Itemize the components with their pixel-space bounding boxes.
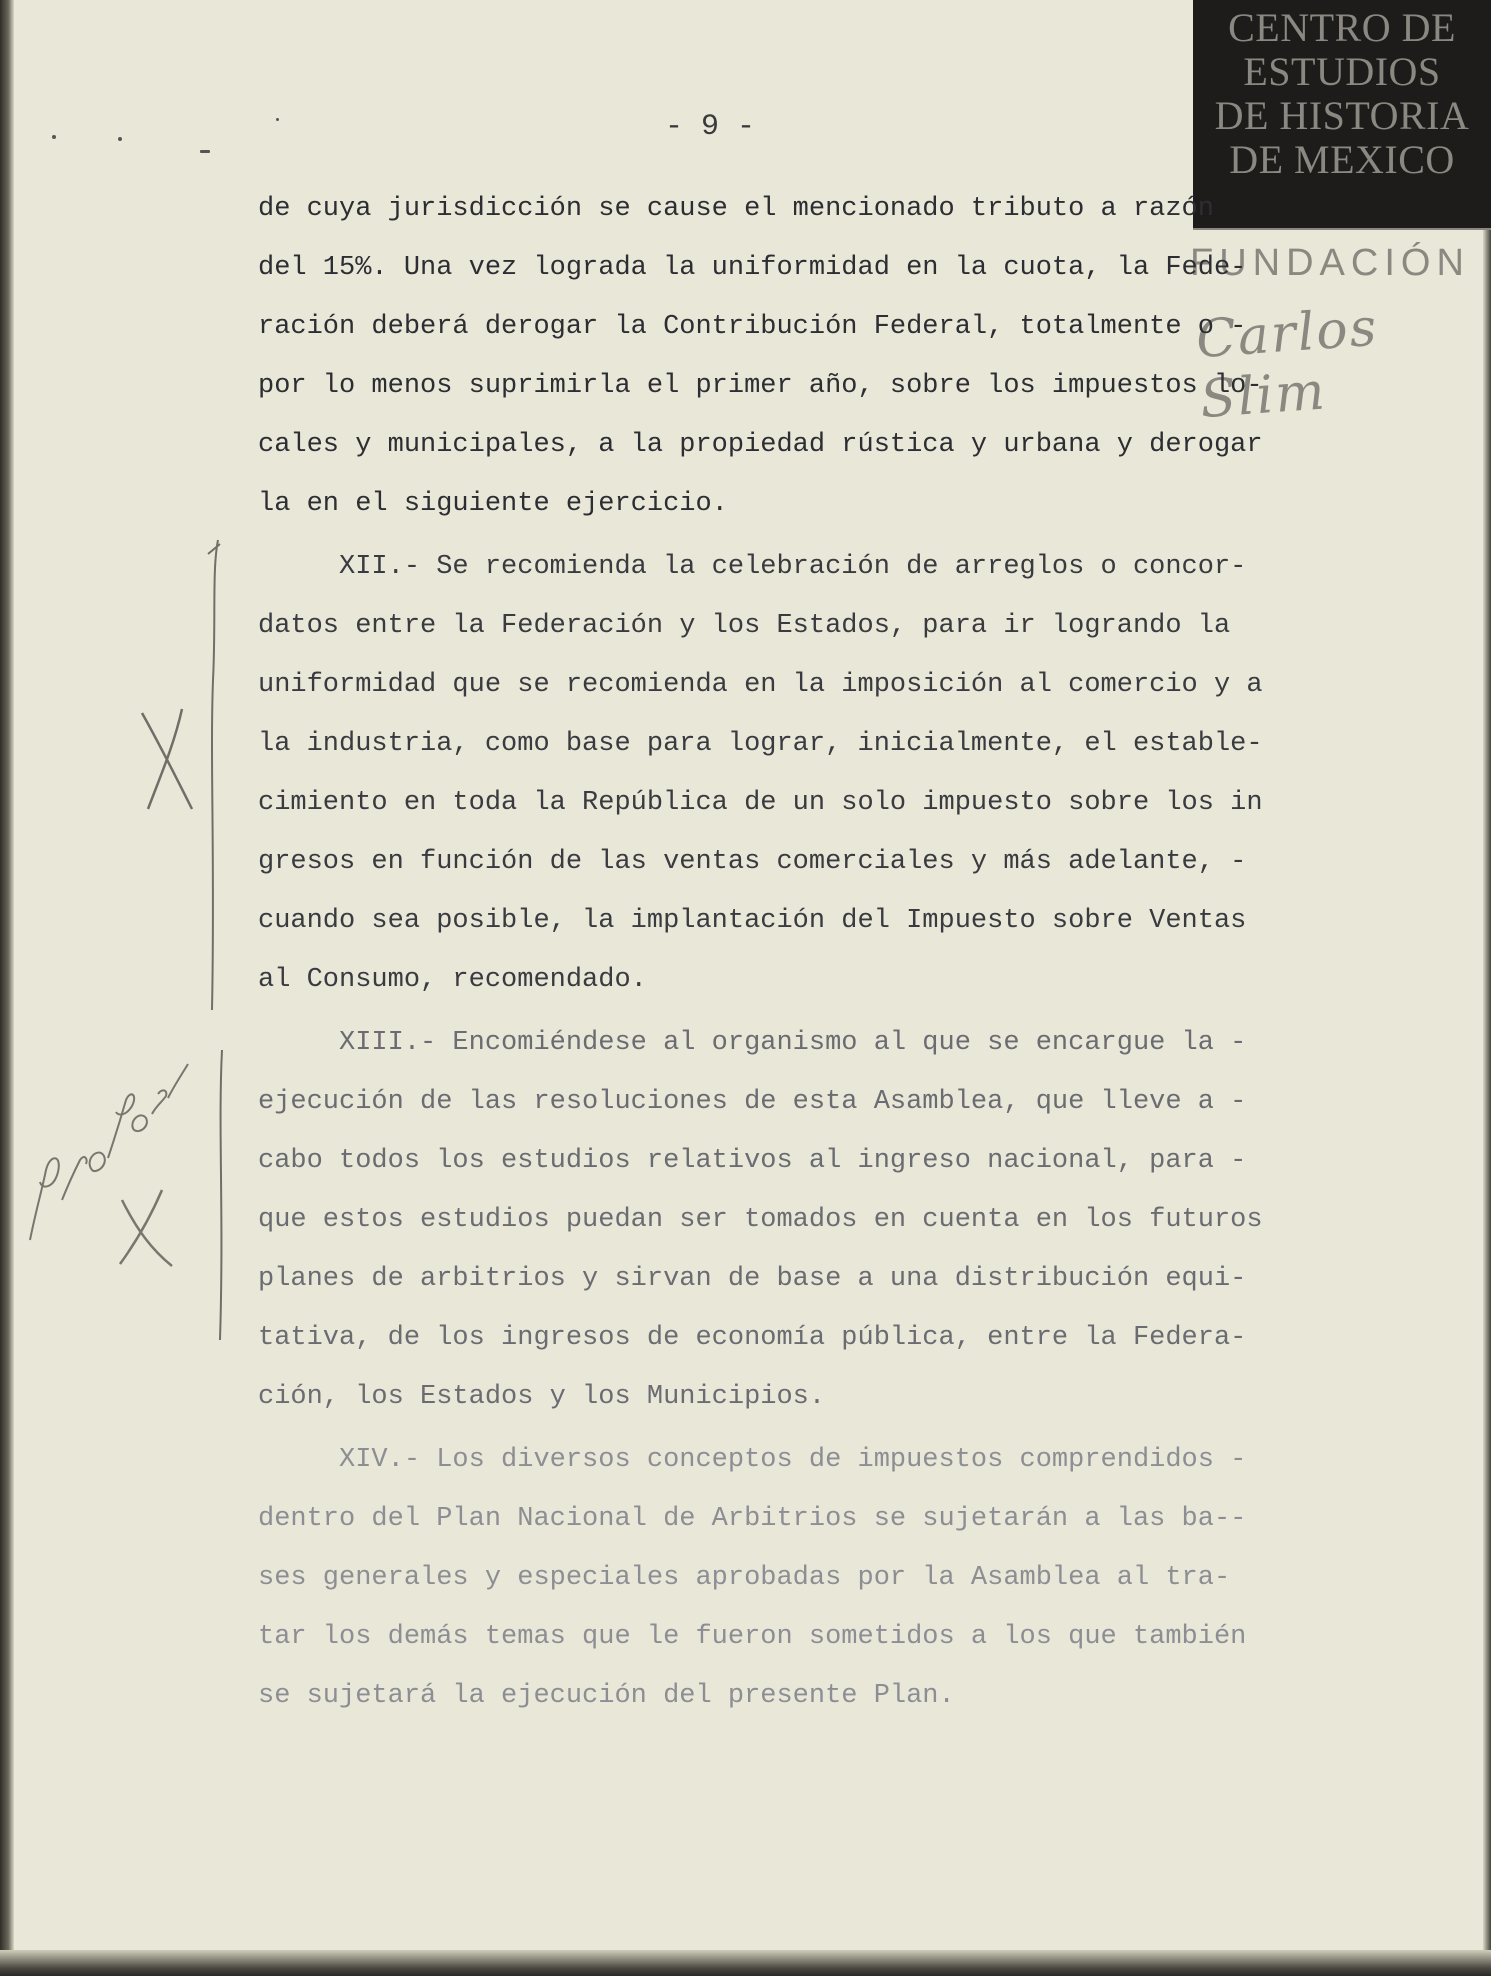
text-line: gresos en función de las ventas comerciales y más adelante, - (258, 847, 1247, 877)
watermark-line-1: CENTRO DE (1228, 5, 1456, 50)
text-line: se sujetará la ejecución del presente Plan. (258, 1681, 955, 1711)
watermark-fundacion: FUNDACIÓN (1190, 242, 1470, 284)
speck (118, 137, 122, 141)
text-line: cimiento en toda la República de un solo impuesto sobre los in (258, 788, 1263, 818)
text-line: de cuya jurisdicción se cause el mencionado tributo a razón (258, 194, 1214, 224)
text-line: XIV.- Los diversos conceptos de impuestos comprendidos - (258, 1445, 1247, 1475)
watermark-line-4: DE MEXICO (1229, 137, 1455, 182)
text-line: cales y municipales, a la propiedad rústica y urbana y derogar (258, 430, 1263, 460)
text-line: ses generales y especiales aprobadas por la Asamblea al tra- (258, 1563, 1231, 1593)
text-line: la industria, como base para lograr, inicialmente, el estable- (258, 729, 1263, 759)
document-body (258, 180, 1368, 1726)
text-line: por lo menos suprimirla el primer año, sobre los impuestos lo- (258, 371, 1263, 401)
text-line: planes de arbitrios y sirvan de base a una distribución equi- (258, 1264, 1247, 1294)
text-line: ción, los Estados y los Municipios. (258, 1382, 826, 1412)
speck (52, 135, 56, 139)
text-line: del 15%. Una vez lograda la uniformidad en la cuota, la Fede- (258, 253, 1247, 283)
margin-bracket-xiii (210, 1050, 230, 1350)
watermark-signature: Carlos Slim (1194, 297, 1381, 431)
scan-right-edge (1483, 230, 1491, 1976)
watermark-line-3: DE HISTORIA (1214, 93, 1470, 138)
scan-bottom-edge (0, 1950, 1491, 1976)
watermark-line-2: ESTUDIOS (1243, 49, 1441, 94)
paragraph-xiv (258, 1431, 1368, 1726)
text-line: tativa, de los ingresos de economía pública, entre la Federa- (258, 1323, 1247, 1353)
text-line: uniformidad que se recomienda en la imposición al comercio y a (258, 670, 1263, 700)
paragraph-1 (258, 180, 1368, 534)
text-line: que estos estudios puedan ser tomados en cuenta en los futuros (258, 1205, 1263, 1235)
text-line: XII.- Se recomienda la celebración de arreglos o concor- (258, 552, 1247, 582)
paragraph-xiii (258, 1014, 1368, 1427)
text-line: cuando sea posible, la implantación del Impuesto sobre Ventas (258, 906, 1247, 936)
text-line: la en el siguiente ejercicio. (258, 489, 728, 519)
scan-left-edge (0, 0, 14, 1976)
speck (276, 118, 279, 121)
text-line: cabo todos los estudios relativos al ingreso nacional, para - (258, 1146, 1247, 1176)
text-line: al Consumo, recomendado. (258, 965, 647, 995)
text-line: dentro del Plan Nacional de Arbitrios se sujetarán a las ba-- (258, 1504, 1247, 1534)
text-line: ejecución de las resoluciones de esta Asamblea, que lleve a - (258, 1087, 1247, 1117)
text-line: ración deberá derogar la Contribución Federal, totalmente o - (258, 312, 1247, 342)
page-number: - 9 - (665, 110, 756, 144)
text-line: XIII.- Encomiéndese al organismo al que se encargue la - (258, 1028, 1247, 1058)
text-line: datos entre la Federación y los Estados, para ir logrando la (258, 611, 1231, 641)
paragraph-xii (258, 538, 1368, 1010)
margin-x-mark-1 (130, 705, 210, 815)
margin-handwritten-note (22, 1050, 192, 1270)
text-line: tar los demás temas que le fueron sometidos a los que también (258, 1622, 1247, 1652)
speck (200, 150, 210, 153)
